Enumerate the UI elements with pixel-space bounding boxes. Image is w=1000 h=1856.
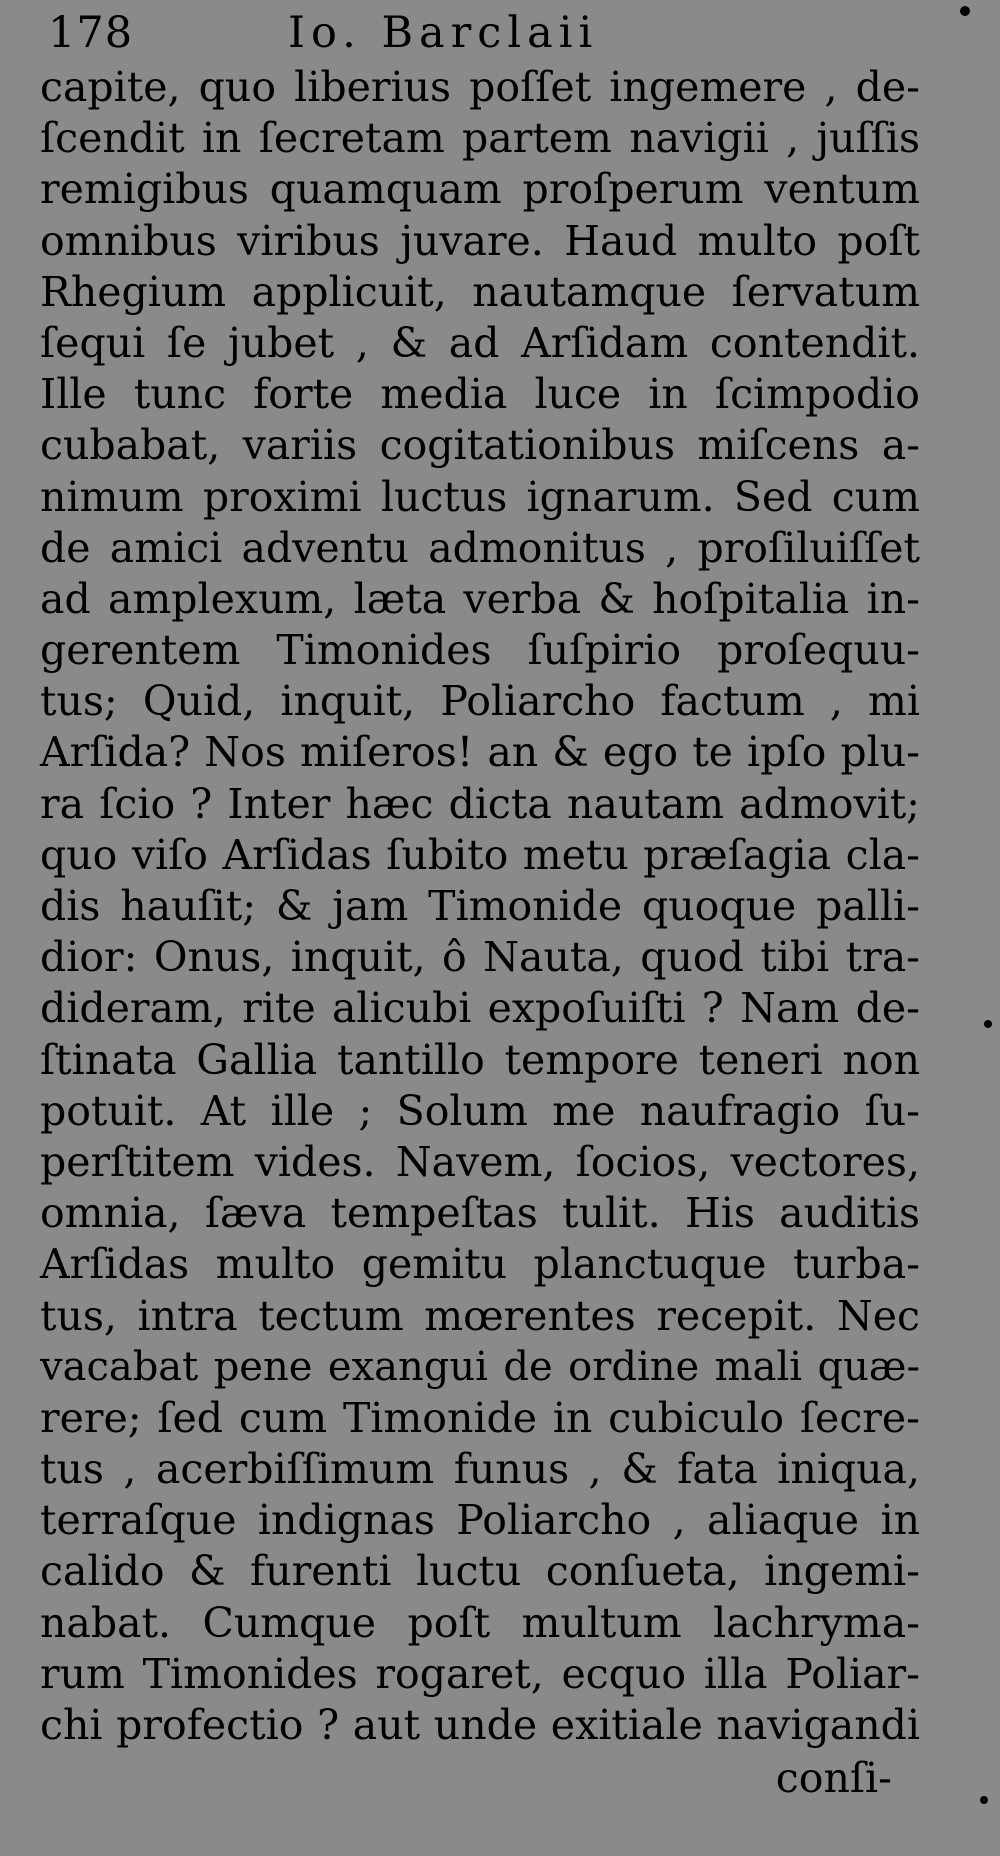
- body-text: [40, 62, 920, 1751]
- text-line: omnibus viribus juvare. Haud multo poſt: [40, 216, 920, 265]
- text-line: ſequi ſe jubet , & ad Arſidam contendit.: [40, 318, 920, 367]
- text-line: cubabat, variis cogitationibus miſcens a-: [40, 421, 920, 470]
- text-line: terraſque indignas Poliarcho , aliaque in: [40, 1496, 920, 1545]
- text-line: capite, quo liberius poſſet ingemere , de-: [40, 63, 920, 111]
- ink-speck: [980, 1796, 988, 1804]
- ink-speck: [960, 6, 970, 16]
- text-line: calido & furenti luctu conſueta, ingemi-: [40, 1547, 920, 1596]
- text-line: Arſidas multo gemitu planctuque turba-: [40, 1240, 920, 1289]
- text-line: Rhegium applicuit, nautamque ſervatum: [40, 267, 920, 316]
- text-line: tus , acerbiſſimum funus , & fata iniqua,: [40, 1445, 920, 1494]
- text-line: dideram, rite alicubi expoſuiſti ? Nam de-: [40, 984, 920, 1033]
- ink-speck: [984, 1020, 992, 1028]
- text-line: perſtitem vides. Navem, ſocios, vectores,: [40, 1137, 920, 1186]
- text-line: potuit. At ille ; Solum me naufragio ſu-: [40, 1086, 920, 1135]
- text-line: tus; Quid, inquit, Poliarcho factum , mi: [40, 677, 920, 726]
- text-line: rere; ſed cum Timonide in cubiculo ſecre-: [40, 1393, 920, 1442]
- text-line: dior: Onus, inquit, ô Nauta, quod tibi tra-: [40, 933, 920, 982]
- page-number: 178: [48, 8, 134, 58]
- text-line: vacabat pene exangui de ordine mali quæ-: [40, 1343, 920, 1390]
- text-line: de amici adventu admonitus , proſiluiſſet: [40, 523, 920, 572]
- text-line: tus, intra tectum mœrentes recepit. Nec: [40, 1291, 920, 1340]
- text-line: ſcendit in ſecretam partem navigii , juſſis: [40, 114, 920, 163]
- text-line: nabat. Cumque poſt multum lachryma-: [40, 1598, 920, 1647]
- text-line: remigibus quamquam proſperum ventum: [40, 165, 920, 214]
- text-line: dis hauſit; & jam Timonide quoque palli-: [40, 882, 920, 930]
- text-line: quo viſo Arſidas ſubito metu præſagia cla-: [40, 830, 920, 879]
- text-line: Ille tunc forte media luce in ſcimpodio: [40, 370, 920, 419]
- text-line: nimum proximi luctus ignarum. Sed cum: [40, 472, 920, 521]
- text-line: rum Timonides rogaret, ecquo illa Poliar-: [40, 1649, 920, 1698]
- text-line: gerentem Timonides ſuſpirio proſequu-: [40, 626, 920, 675]
- text-line: Arſida? Nos miſeros! an & ego te ipſo plu-: [40, 728, 920, 777]
- text-line: chi profectio ? aut unde exitiale navigandi: [40, 1701, 920, 1749]
- page-header: [48, 10, 948, 56]
- text-line: omnia, ſæva tempeſtas tulit. His auditis: [40, 1189, 920, 1238]
- catchword: conſi-: [775, 1754, 892, 1802]
- text-line: ſtinata Gallia tantillo tempore teneri non: [40, 1035, 920, 1084]
- text-line: ad amplexum, læta verba & hoſpitalia in-: [40, 574, 920, 623]
- running-head: Io. Barclaii: [288, 8, 599, 58]
- text-line: ra ſcio ? Inter hæc dicta nautam admovit;: [40, 779, 920, 828]
